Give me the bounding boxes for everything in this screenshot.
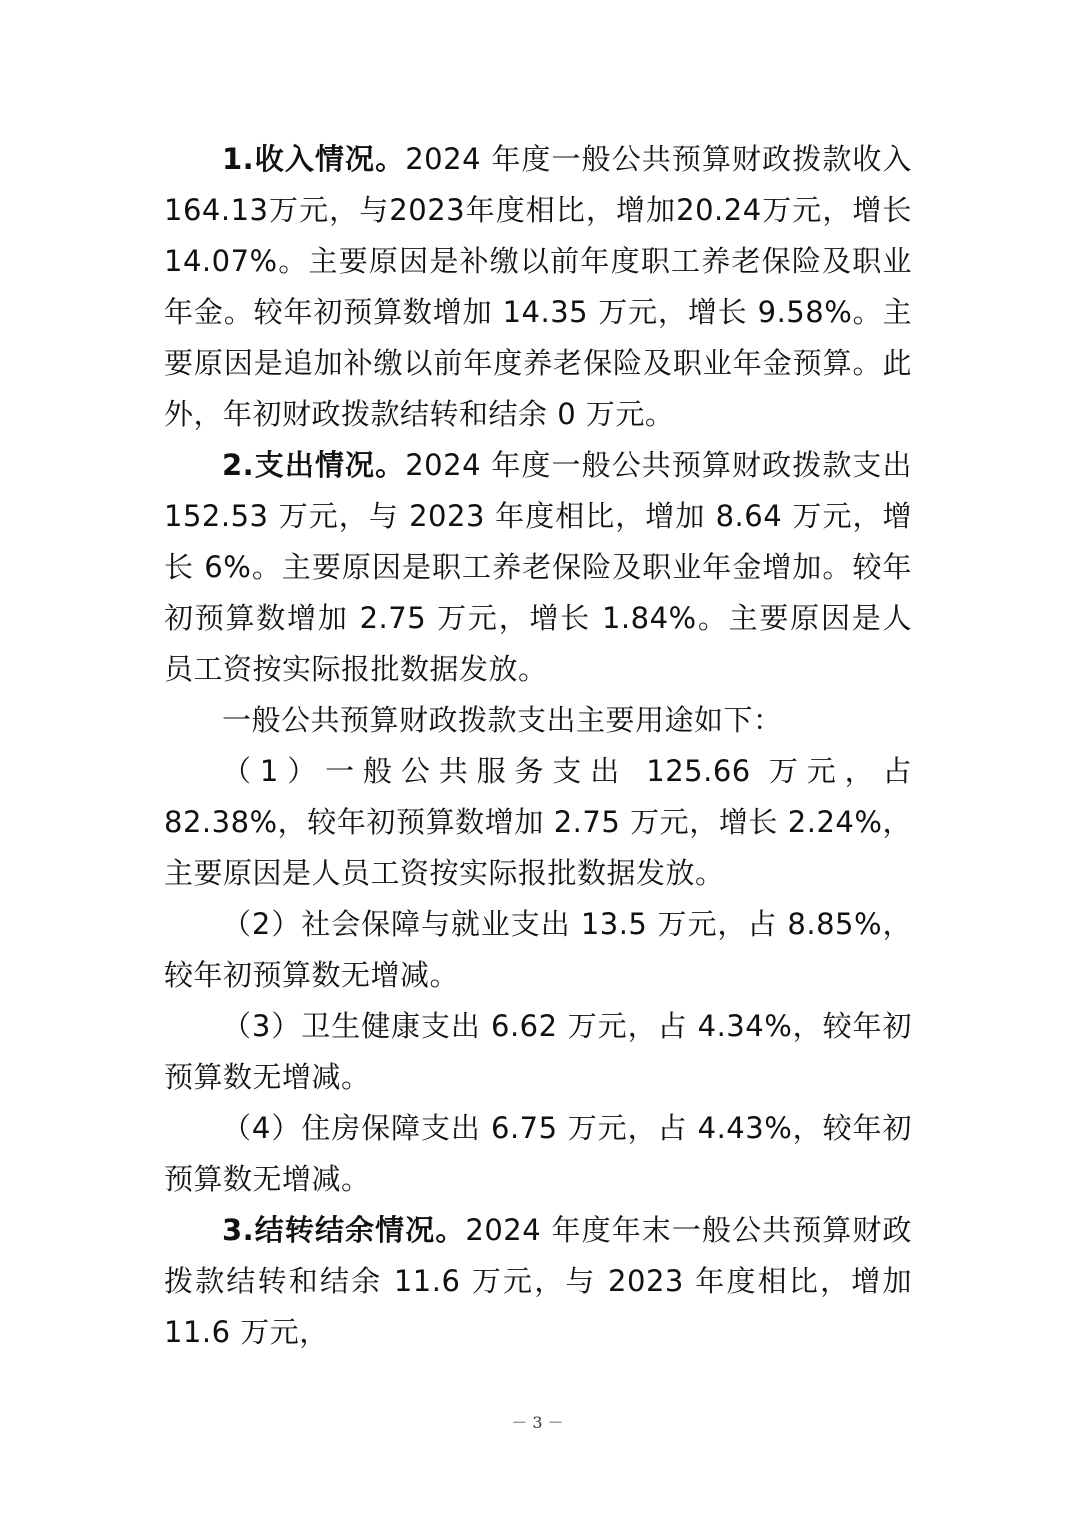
paragraph-expenditure [164,440,912,695]
heading-income: 1.收入情况。 [222,142,406,176]
heading-carryover: 3.结转结余情况。 [222,1213,466,1247]
paragraph-item-2-text: （2）社会保障与就业支出 13.5 万元，占 8.85%，较年初预算数无增减。 [164,907,912,992]
paragraph-item-1-text: （1）一般公共服务支出 125.66 万元，占 82.38%，较年初预算数增加 2.75 万元，增长 2.24%，主要原因是人员工资按实际报批数据发放。 [164,754,912,890]
paragraph-item-2 [164,899,912,1001]
heading-expenditure: 2.支出情况。 [222,448,406,482]
paragraph-expenditure-text: 2024 年度一般公共预算财政拨款支出152.53 万元，与 2023 年度相比，增加 8.64 万元，增长 6%。主要原因是职工养老保险及职业年金增加。较年初预算数增加 2.75 万元，增长 1.84%。主要原因是人员工资按实际报批数据发放。 [164,448,912,686]
paragraph-usage-intro [164,695,912,746]
paragraph-income [164,134,912,440]
page-number: － 3 － [511,1413,564,1432]
paragraph-item-1 [164,746,912,899]
paragraph-item-4-text: （4）住房保障支出 6.75 万元，占 4.43%，较年初预算数无增减。 [164,1111,912,1196]
paragraph-item-3-text: （3）卫生健康支出 6.62 万元，占 4.34%，较年初预算数无增减。 [164,1009,912,1094]
paragraph-item-4 [164,1103,912,1205]
paragraph-carryover-text: 2024 年度年末一般公共预算财政拨款结转和结余 11.6 万元，与 2023 年度相比，增加 11.6 万元， [164,1213,912,1349]
document-body [164,134,912,1358]
paragraph-carryover [164,1205,912,1358]
paragraph-usage-intro-text: 一般公共预算财政拨款支出主要用途如下： [222,703,783,737]
paragraph-income-text: 2024 年度一般公共预算财政拨款收入164.13万元，与2023年度相比，增加20.24万元，增长14.07%。主要原因是补缴以前年度职工养老保险及职业年金。较年初预算数增加 14.35 万元，增长 9.58%。主要原因是追加补缴以前年度养老保险及职业年金预算。此外，年初财政拨款结转和结余 0 万元。 [164,142,912,431]
paragraph-item-3 [164,1001,912,1103]
